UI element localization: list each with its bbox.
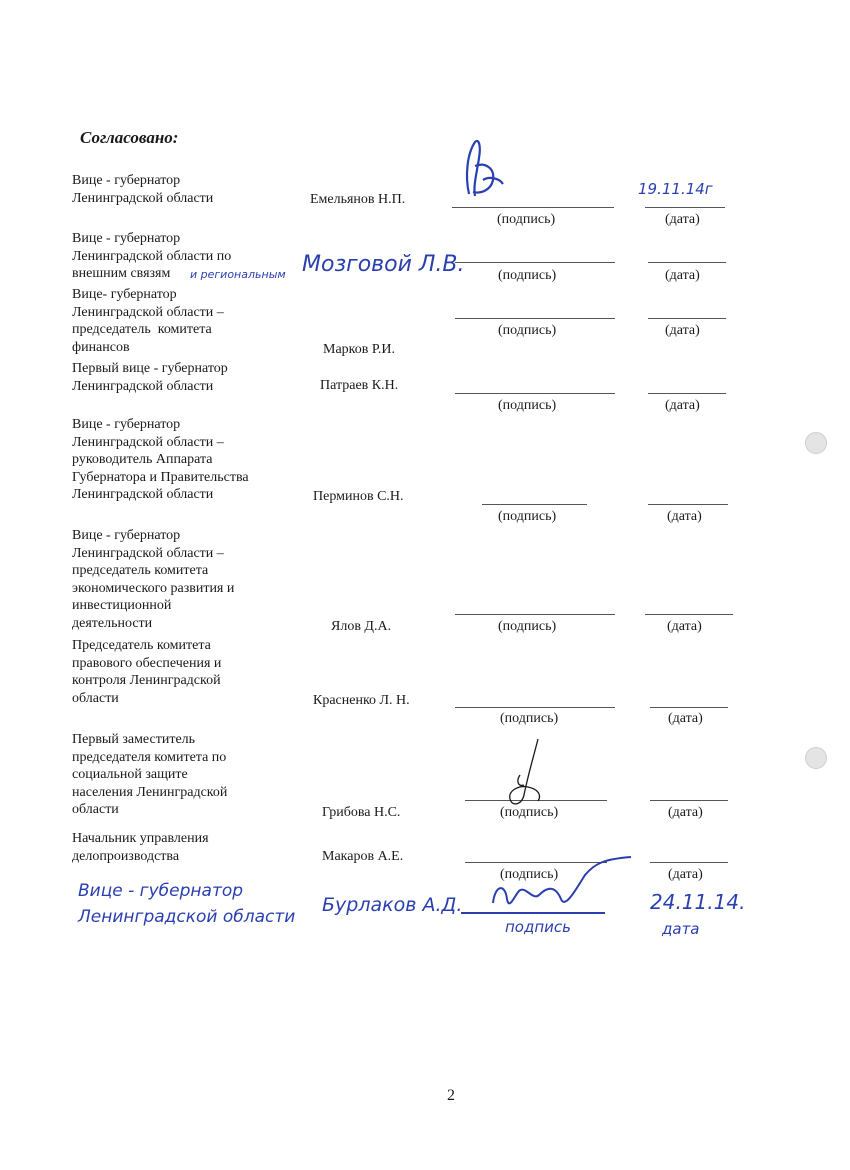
approver-name: Грибова Н.С. bbox=[322, 805, 401, 820]
binder-hole bbox=[805, 432, 827, 454]
signature-label: (подпись) bbox=[498, 619, 557, 634]
approver-name: Макаров А.Е. bbox=[322, 849, 404, 864]
approver-position: Вице - губернатор Ленинградской области – председатель комитета экономического развития и инвестиционной деятельности bbox=[72, 528, 235, 631]
page-number: 2 bbox=[447, 1087, 455, 1104]
approver-position: Первый заместитель председателя комитета по социальной защите населения Ленинградской области bbox=[72, 732, 228, 817]
date-line bbox=[648, 262, 726, 263]
approver-name: Марков Р.И. bbox=[323, 342, 396, 357]
approver-position: Вице - губернатор Ленинградской области по внешним связям bbox=[72, 231, 232, 281]
handwritten-signature bbox=[455, 855, 635, 925]
signature-label: (подпись) bbox=[498, 323, 557, 338]
approver-position: Вице- губернатор Ленинградской области – председатель комитета финансов bbox=[72, 287, 224, 355]
date-line bbox=[650, 707, 728, 708]
handwritten-signature bbox=[455, 136, 515, 208]
date-line bbox=[648, 393, 726, 394]
approver-name: Патраев К.Н. bbox=[320, 378, 399, 393]
date-label: (дата) bbox=[665, 212, 700, 227]
signature-label: (подпись) bbox=[498, 398, 557, 413]
date-label: (дата) bbox=[668, 711, 703, 726]
date-label: (дата) bbox=[667, 619, 702, 634]
signature-label: (подпись) bbox=[497, 212, 556, 227]
approver-position: Вице - губернатор Ленинградской области bbox=[72, 173, 214, 206]
signature-label: (подпись) bbox=[500, 805, 559, 820]
approver-name: Ялов Д.А. bbox=[331, 619, 392, 634]
handwritten-date: 19.11.14г bbox=[638, 180, 713, 198]
date-line bbox=[648, 318, 726, 319]
handwritten-position-suffix: и региональным bbox=[190, 268, 286, 281]
handwritten-name: Мозговой Л.В. bbox=[302, 252, 465, 277]
signature-line bbox=[455, 318, 615, 319]
signature-line bbox=[455, 707, 615, 708]
date-label: (дата) bbox=[668, 867, 703, 882]
date-label: (дата) bbox=[667, 509, 702, 524]
handwritten-name: Бурлаков А.Д. bbox=[322, 894, 463, 916]
date-line bbox=[648, 504, 728, 505]
handwritten-date-label: дата bbox=[662, 920, 700, 938]
date-line bbox=[645, 207, 725, 208]
approver-position: Председатель комитета правового обеспечения и контроля Ленинградской области bbox=[72, 638, 222, 706]
date-label: (дата) bbox=[665, 323, 700, 338]
date-label: (дата) bbox=[665, 268, 700, 283]
date-line bbox=[650, 862, 728, 863]
signature-line bbox=[455, 614, 615, 615]
approver-position: Первый вице - губернатор Ленинградской области bbox=[72, 361, 228, 394]
approver-name: Емельянов Н.П. bbox=[310, 192, 406, 207]
signature-label: (подпись) bbox=[500, 867, 559, 882]
signature-line bbox=[455, 262, 615, 263]
handwritten-date: 24.11.14. bbox=[650, 890, 746, 914]
approver-position: Начальник управления делопроизводства bbox=[72, 831, 209, 864]
handwritten-signature bbox=[498, 735, 558, 810]
approver-name: Перминов С.Н. bbox=[313, 489, 404, 504]
handwritten-signature-label: подпись bbox=[505, 918, 571, 936]
binder-hole bbox=[805, 747, 827, 769]
approver-position: Вице - губернатор Ленинградской области – руководитель Аппарата Губернатора и Правительства Ленинградской области bbox=[72, 417, 249, 502]
signature-line bbox=[455, 393, 615, 394]
date-label: (дата) bbox=[668, 805, 703, 820]
approval-heading: Согласовано: bbox=[80, 128, 179, 147]
date-line bbox=[650, 800, 728, 801]
signature-line bbox=[482, 504, 587, 505]
date-label: (дата) bbox=[665, 398, 700, 413]
signature-label: (подпись) bbox=[498, 509, 557, 524]
approver-name: Красненко Л. Н. bbox=[313, 693, 410, 708]
date-line bbox=[645, 614, 733, 615]
signature-label: (подпись) bbox=[500, 711, 559, 726]
handwritten-position: Вице - губернатор Ленинградской области bbox=[78, 881, 296, 927]
signature-label: (подпись) bbox=[498, 268, 557, 283]
